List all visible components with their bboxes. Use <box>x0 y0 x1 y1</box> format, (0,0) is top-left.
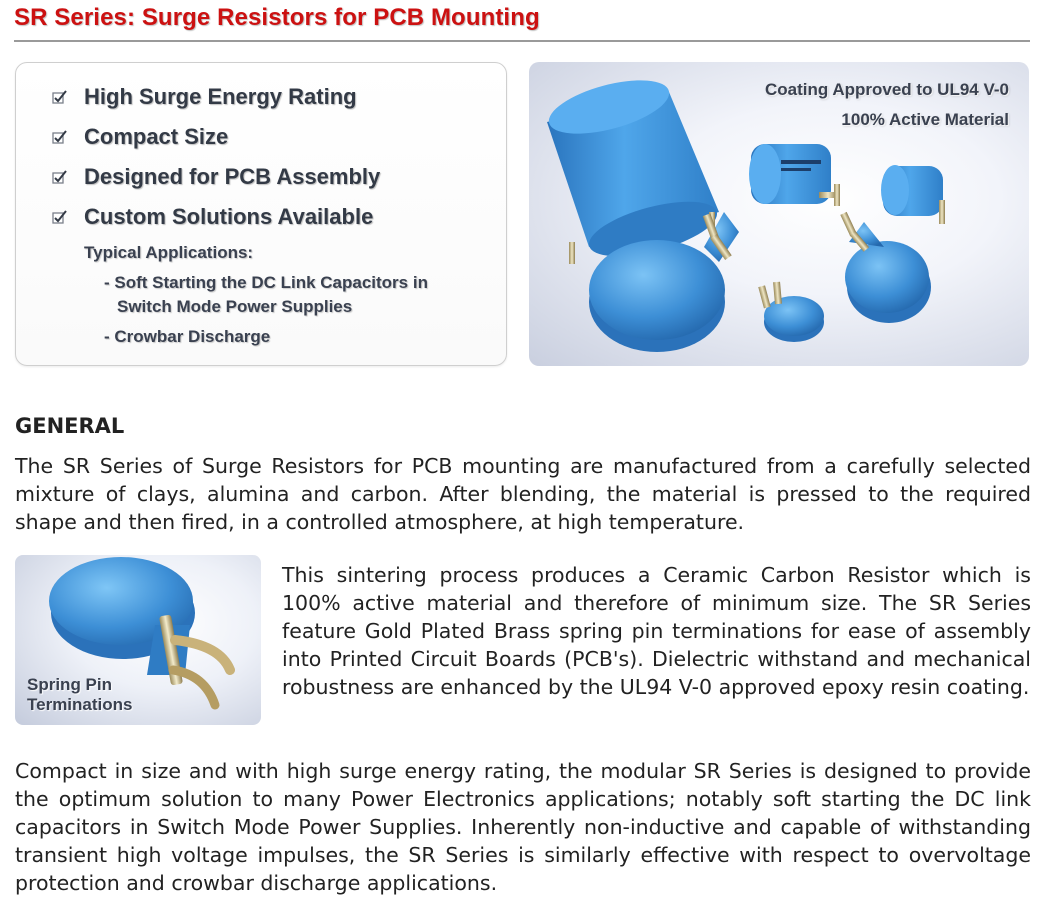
spring-caption-line1: Spring Pin <box>27 675 112 694</box>
product-illustration <box>529 62 1029 366</box>
application-item <box>104 325 428 349</box>
general-paragraph-3: Compact in size and with high surge energy rating, the modular SR Series is designed to provide the optimum solution to many Power Electronics applications; notably soft starting the DC link capacitors in Switch Mode Power Supplies. Inherently non-inductive and capable of withstanding transient high voltage impulses, the SR Series is similarly effective with respect to overvoltage protection and crowbar discharge applications. <box>15 759 1031 895</box>
applications-title: Typical Applications: <box>84 243 254 262</box>
spring-pin-image <box>15 555 261 725</box>
checkbox-checked-icon <box>52 89 68 105</box>
feature-label: Compact Size <box>84 124 229 149</box>
general-paragraph-1: The SR Series of Surge Resistors for PCB mounting are manufactured from a carefully selected mixture of clays, alumina and carbon. After blending, the material is pressed to the required shape and then fired, in a controlled atmosphere, at high temperature. <box>15 454 1031 534</box>
feature-label: Designed for PCB Assembly <box>84 164 381 189</box>
feature-label: High Surge Energy Rating <box>84 84 357 109</box>
product-caption-line1: Coating Approved to UL94 V-0 <box>764 80 1009 99</box>
feature-box <box>15 62 507 366</box>
small-resistor <box>881 165 945 224</box>
applications-list <box>104 271 428 355</box>
feature-item <box>52 157 380 197</box>
application-line: - Crowbar Discharge <box>104 327 271 346</box>
feature-item <box>52 197 380 237</box>
product-image <box>529 62 1029 366</box>
application-line: - Soft Starting the DC Link Capacitors in <box>104 273 428 292</box>
checkbox-checked-icon <box>52 129 68 145</box>
application-item <box>104 271 428 319</box>
general-paragraph-2: This sintering process produces a Ceramic Carbon Resistor which is 100% active material and therefore of minimum size. The SR Series feature Gold Plated Brass spring pin terminations for ease of assembly into Printed Circuit Boards (PCB's). Dielectric withstand and mechanical robustness are enhanced by the UL94 V-0 approved epoxy resin coating. <box>282 563 1031 699</box>
disc-resistor-small <box>758 282 824 342</box>
page-title: SR Series: Surge Resistors for PCB Mounting <box>14 4 540 31</box>
medium-resistor <box>749 144 840 206</box>
product-caption-line2: 100% Active Material <box>841 110 1009 129</box>
application-line: Switch Mode Power Supplies <box>117 297 353 316</box>
spring-pin-caption <box>27 675 132 715</box>
checkbox-checked-icon <box>52 209 68 225</box>
feature-item <box>52 117 380 157</box>
feature-list <box>52 77 380 237</box>
feature-label: Custom Solutions Available <box>84 204 374 229</box>
checkbox-checked-icon <box>52 169 68 185</box>
large-resistor <box>543 70 722 268</box>
feature-item <box>52 77 380 117</box>
spring-caption-line2: Terminations <box>27 695 133 714</box>
section-heading-general: GENERAL <box>15 414 125 438</box>
title-divider <box>14 40 1030 42</box>
disc-resistor-medium <box>840 212 931 323</box>
